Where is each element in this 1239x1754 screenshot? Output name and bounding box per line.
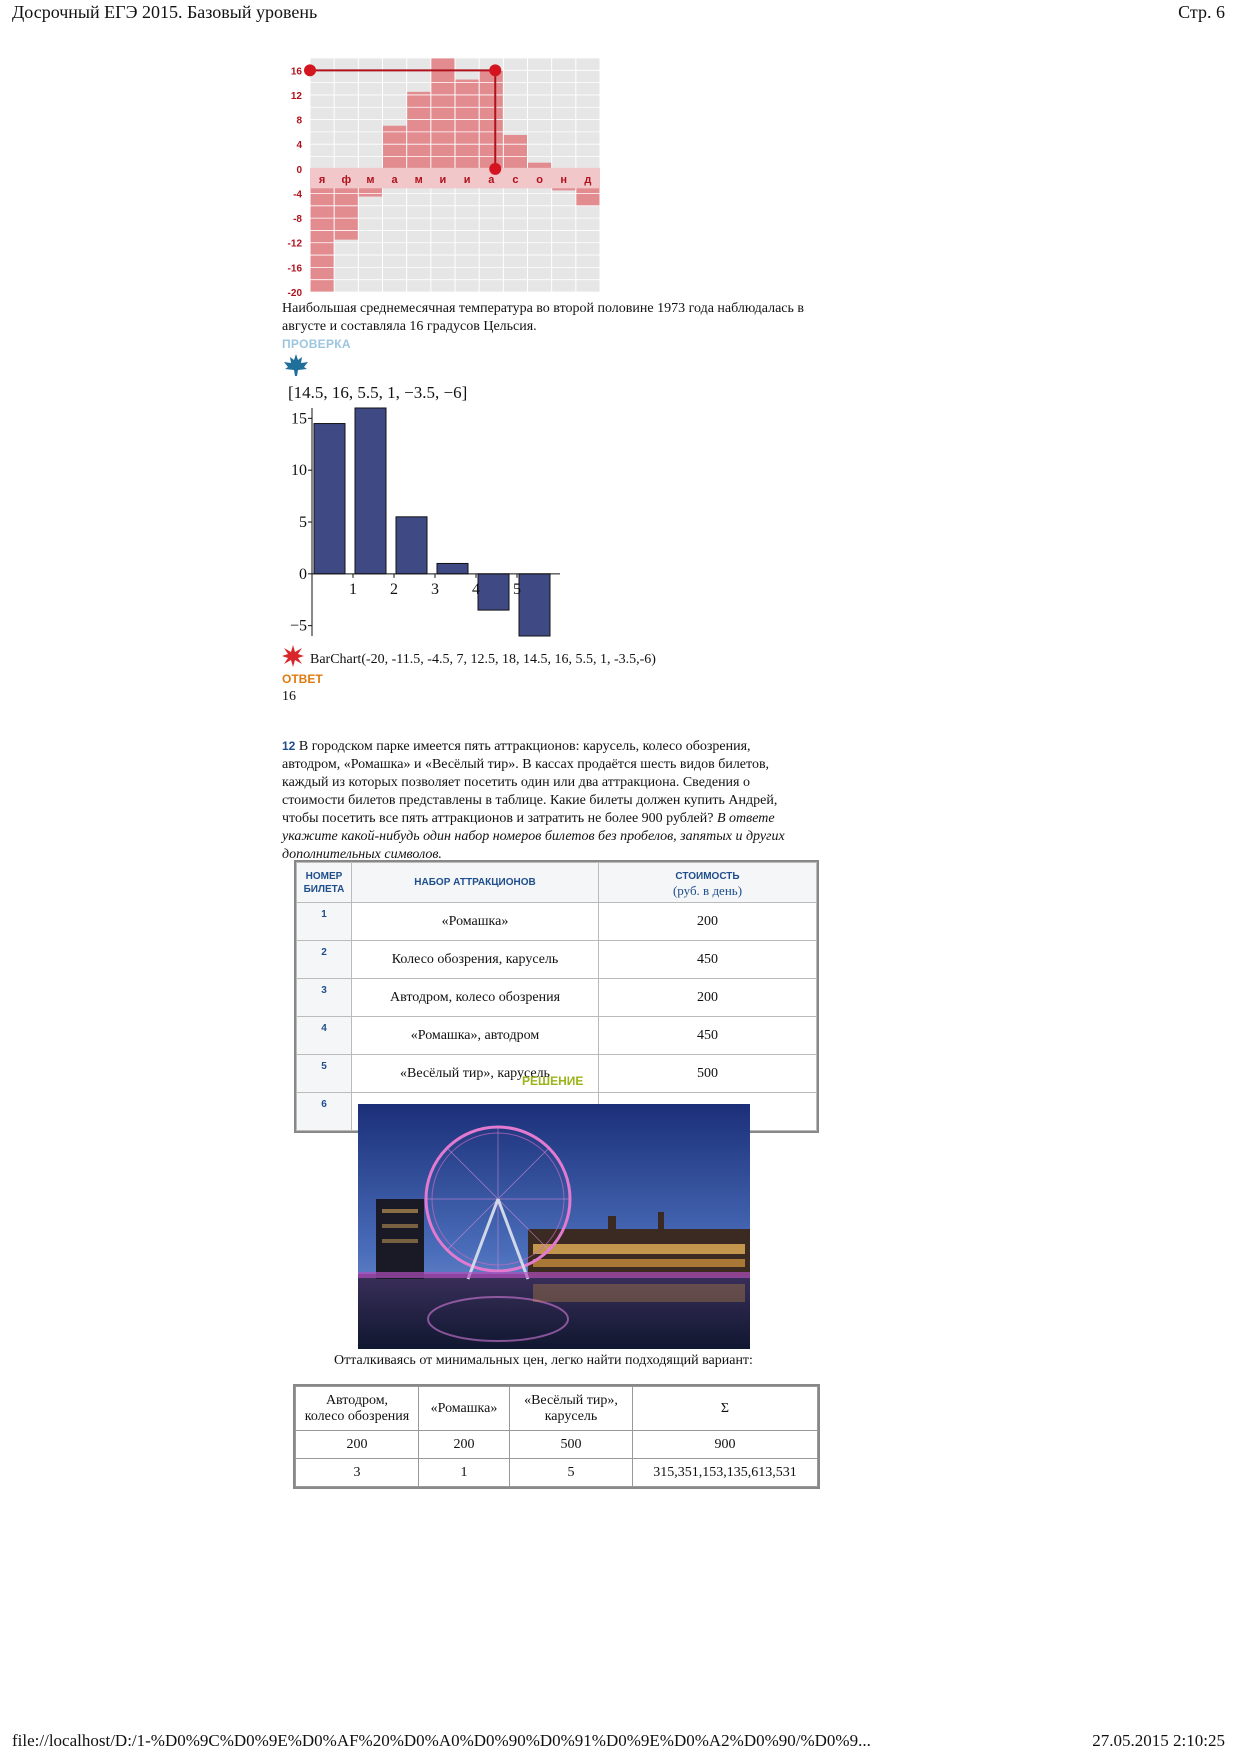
temp-month-label: и <box>463 174 471 187</box>
footer-timestamp: 27.05.2015 2:10:25 <box>1092 1731 1225 1750</box>
temp-month-label: о <box>536 174 543 187</box>
temperature-chart <box>280 54 610 300</box>
page-number: Стр. 6 <box>1178 2 1225 22</box>
temp-ytick-label: 0 <box>296 164 302 176</box>
solution-table <box>295 1386 818 1487</box>
task-line-1: В городском парке имеется пять аттракционов: карусель, колесо обозрения, <box>298 739 751 754</box>
bar <box>314 424 345 574</box>
ticket-attractions: Колесо обозрения, карусель <box>352 941 599 979</box>
temp-ytick-label: -20 <box>287 288 302 299</box>
task-italic-line-1: укажите какой-нибудь один набор номеров билетов без пробелов, запятых и других <box>282 829 785 844</box>
sol-header-2: «Ромашка» <box>419 1387 510 1431</box>
temp-ytick-label: -16 <box>287 263 302 275</box>
ticket-attractions: «Ромашка», автодром <box>352 1017 599 1055</box>
solution-text: Отталкиваясь от минимальных цен, легко найти подходящий вариант: <box>334 1353 753 1368</box>
temp-ytick-label: 16 <box>290 66 302 78</box>
solution-table-frame <box>293 1384 820 1489</box>
tickets-table <box>296 862 817 1131</box>
ferris-wheel-illustration <box>358 1104 750 1349</box>
bar <box>519 574 550 636</box>
ticket-cost: 200 <box>599 903 817 941</box>
sol-cell: 500 <box>510 1431 633 1459</box>
temp-marker-month <box>489 163 501 175</box>
temp-bar <box>503 135 527 169</box>
temp-ytick-label: -8 <box>293 214 302 226</box>
temp-month-label: с <box>512 174 519 187</box>
bar <box>355 408 386 574</box>
sol-cell: 1 <box>419 1459 510 1487</box>
ticket-number: 6 <box>297 1093 352 1131</box>
sol-header-sum: Σ <box>633 1387 818 1431</box>
task-line-4: стоимости билетов представлены в таблице. Какие билеты должен купить Андрей, <box>282 793 778 808</box>
temp-marker-axis <box>304 64 316 76</box>
header-attraction-set: НАБОР АТТРАКЦИОНОВ <box>352 863 599 903</box>
ticket-number: 5 <box>297 1055 352 1093</box>
task-line-5: чтобы посетить все пять аттракционов и затратить не более 900 рублей? <box>282 811 717 826</box>
bar-xtick-label: 5 <box>513 580 521 598</box>
caption-line-2: августе и составляла 16 градусов Цельсия. <box>282 319 537 334</box>
temp-month-label: д <box>584 174 592 187</box>
document-title: Досрочный ЕГЭ 2015. Базовый уровень <box>12 2 318 22</box>
bar-xtick-label: 4 <box>472 580 480 598</box>
barchart-formula: BarChart(-20, -11.5, -4.5, 7, 12.5, 18, 14.5, 16, 5.5, 1, -3.5,-6) <box>310 652 656 667</box>
sol-cell: 315,351,153,135,613,531 <box>633 1459 818 1487</box>
bar <box>437 563 468 573</box>
header-cost: СТОИМОСТЬ (руб. в день) <box>599 863 817 903</box>
sol-cell: 200 <box>419 1431 510 1459</box>
temp-bar <box>455 80 479 169</box>
solution-label[interactable]: РЕШЕНИЕ <box>522 1074 584 1088</box>
bar-ytick-label: −5 <box>289 617 307 635</box>
ticket-number: 3 <box>297 979 352 1017</box>
burst-icon <box>282 645 304 667</box>
ticket-row <box>297 941 817 979</box>
temp-month-label: а <box>488 174 495 187</box>
ticket-row <box>297 903 817 941</box>
ticket-cost: 450 <box>599 1017 817 1055</box>
temp-month-label: н <box>560 174 568 187</box>
bar-xtick-label: 2 <box>390 580 398 598</box>
maple-leaf-icon <box>283 354 309 378</box>
temperature-caption <box>282 300 882 336</box>
ticket-attractions: «Весёлый тир», карусель <box>352 1055 599 1093</box>
bar <box>478 574 509 610</box>
temp-month-label: ф <box>341 174 352 187</box>
temp-ytick-label: -12 <box>287 238 302 250</box>
task-line-2: автодром, «Ромашка» и «Весёлый тир». В кассах продаётся шесть видов билетов, <box>282 757 770 772</box>
temp-ytick-label: 4 <box>296 140 302 152</box>
temp-bar <box>431 58 455 169</box>
tickets-table-frame <box>294 860 819 1133</box>
temp-month-label: м <box>414 174 423 187</box>
temp-marker-point <box>489 64 501 76</box>
temp-ytick-label: -4 <box>293 189 302 201</box>
bar-xtick-label: 1 <box>349 580 357 598</box>
header-ticket-number: НОМЕР БИЛЕТА <box>297 863 352 903</box>
ticket-attractions: «Ромашка» <box>352 903 599 941</box>
task-12-text <box>282 737 842 864</box>
answer-label[interactable]: ОТВЕТ <box>282 672 323 686</box>
bar-chart <box>280 378 580 640</box>
bar-chart-title: [14.5, 16, 5.5, 1, −3.5, −6] <box>288 383 468 402</box>
temp-month-label: м <box>366 174 375 187</box>
bar-ytick-label: 0 <box>299 565 307 583</box>
temp-ytick-label: 8 <box>296 115 302 127</box>
sol-header-3: «Весёлый тир», карусель <box>510 1387 633 1431</box>
caption-line-1: Наибольшая среднемесячная температура во второй половине 1973 года наблюдалась в <box>282 301 805 316</box>
temp-month-label: а <box>391 174 398 187</box>
temp-month-label: я <box>318 174 326 187</box>
ticket-cost: 200 <box>599 979 817 1017</box>
task-italic-line-2: дополнительных символов. <box>282 847 442 862</box>
task-line-5-italic: В ответе <box>716 811 775 826</box>
sol-header-1: Автодром, колесо обозрения <box>296 1387 419 1431</box>
ticket-attractions: Автодром, колесо обозрения <box>352 979 599 1017</box>
bar-ytick-label: 5 <box>299 514 307 531</box>
sol-cell: 200 <box>296 1431 419 1459</box>
bar <box>396 517 427 574</box>
temp-ytick-label: 12 <box>290 90 302 102</box>
bar-xtick-label: 3 <box>431 580 439 598</box>
temp-month-label: и <box>439 174 447 187</box>
bar-ytick-label: 10 <box>291 462 307 480</box>
sol-cell: 900 <box>633 1431 818 1459</box>
ticket-cost: 500 <box>599 1055 817 1093</box>
bar-chart-svg <box>280 378 580 640</box>
ticket-row <box>297 979 817 1017</box>
ticket-number: 4 <box>297 1017 352 1055</box>
temp-bar <box>407 92 431 169</box>
task-number: 12 <box>282 739 296 753</box>
ticket-number: 2 <box>297 941 352 979</box>
sol-cell: 3 <box>296 1459 419 1487</box>
temperature-chart-svg <box>280 54 610 300</box>
ferris-wheel-photo <box>358 1104 750 1349</box>
check-label[interactable]: ПРОВЕРКА <box>282 337 351 351</box>
footer-url: file://localhost/D:/1-%D0%9C%D0%9E%D0%AF%20%D0%A0%D0%90%D0%91%D0%9E%D0%A2%D0%90/%D0%9... <box>12 1731 871 1750</box>
ticket-row <box>297 1017 817 1055</box>
temp-month-band <box>310 168 600 188</box>
bar-ytick-label: 15 <box>291 410 307 428</box>
answer-value: 16 <box>282 689 296 704</box>
ticket-number: 1 <box>297 903 352 941</box>
sol-cell: 5 <box>510 1459 633 1487</box>
task-line-3: каждый из которых позволяет посетить один или два аттракциона. Сведения о <box>282 775 750 790</box>
ticket-cost: 450 <box>599 941 817 979</box>
